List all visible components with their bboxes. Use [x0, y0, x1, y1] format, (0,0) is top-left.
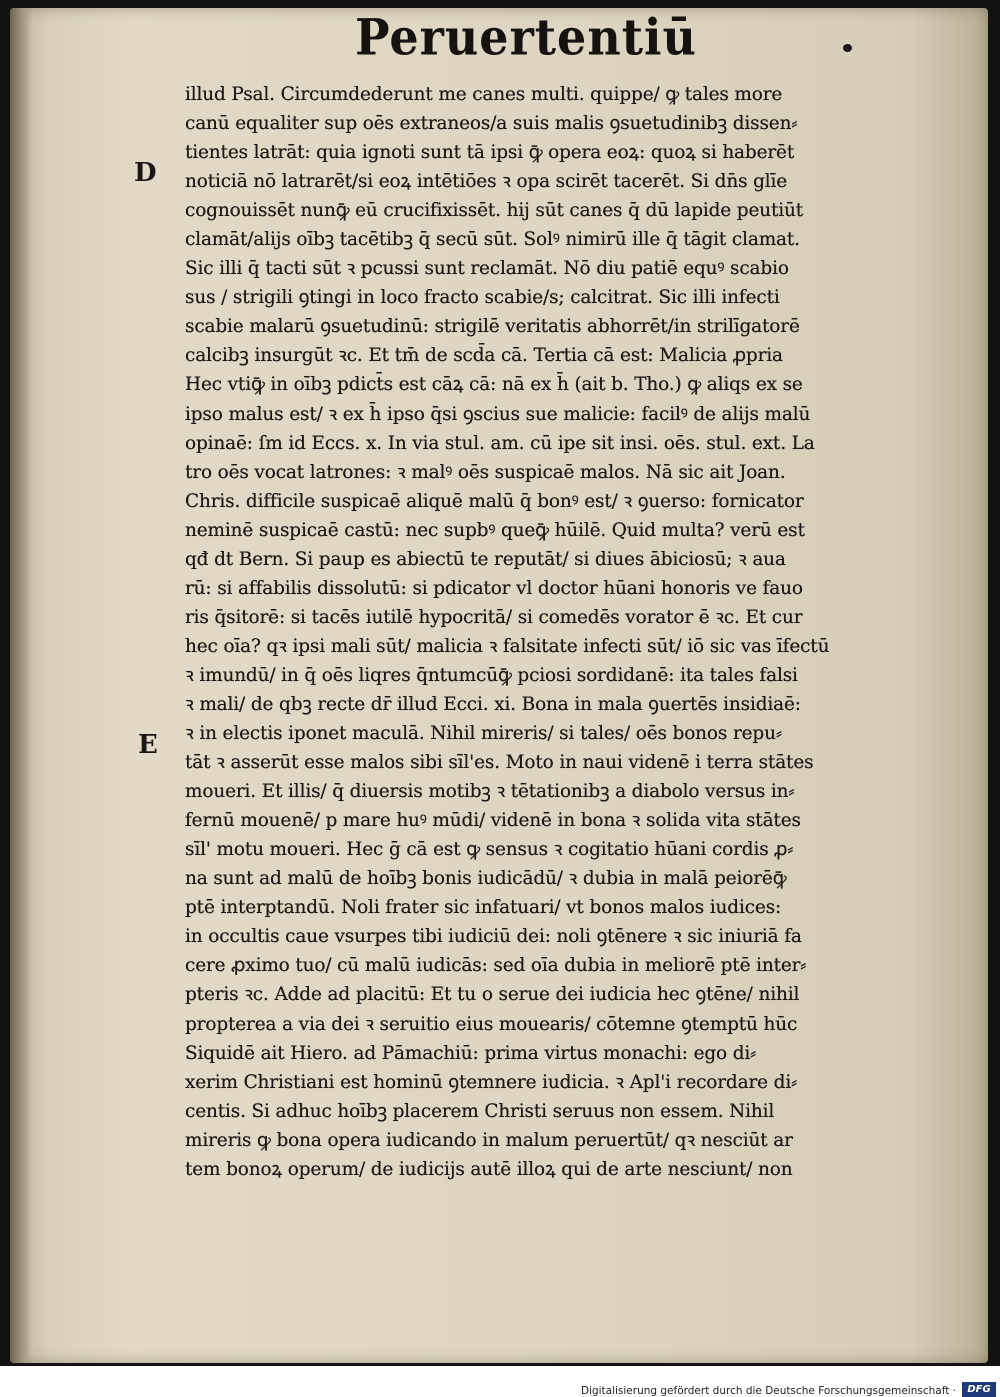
text-line: ptē interptandū. Noli frater sic infatuari/ vt bonos malos iudices: — [185, 897, 782, 919]
text-line: tāt ꝛ asserūt esse malos sibi sīl'es. Moto in naui videnē i terra stātes — [185, 752, 814, 774]
marginal-letter-e: E — [138, 730, 158, 760]
text-line: calcibꝫ insurgūt ꝛc. Et tm̄ de scd̄a cā. Tertia cā est: Malicia ꝓpria — [185, 345, 783, 367]
binding-edge — [10, 8, 32, 1363]
text-line: ipso malus est/ ꝛ ex h̄ ipso q̄si ꝯscius sue malicie: facilꝰ de alijs malū — [185, 403, 811, 425]
text-line: hec oīa? qꝛ ipsi mali sūt/ malicia ꝛ falsitate infecti sūt/ iō sic vas īfectū — [185, 635, 830, 657]
text-line: canū equaliter sup oēs extraneos/a suis malis ꝯsuetudinibꝫ dissen⸗ — [185, 113, 798, 135]
text-line: cognouissēt nunꝙ̄ eū crucifixissēt. hij sūt canes q̄ dū lapide peutiūt — [185, 200, 804, 222]
text-line: in occultis caue vsurpes tibi iudiciū dei: noli ꝯtēnere ꝛ sic iniuriā fa — [185, 926, 802, 948]
funding-credit: Digitalisierung gefördert durch die Deutsche Forschungsgemeinschaft · — [580, 1385, 956, 1397]
text-line: sīl' motu moueri. Hec ḡ cā est ꝙ sensus ꝛ cogitatio hūani cordis ꝓ⸗ — [185, 839, 794, 861]
text-line: scabie malarū ꝯsuetudinū: strigilē veritatis abhorrēt/in strilīgatorē — [185, 316, 800, 338]
text-line: ris q̄sitorē: si tacēs iutilē hypocritā/ si comedēs vorator ē ꝛc. Et cur — [185, 606, 803, 628]
text-line: Hec vtiꝙ̄ in oībꝫ pdict̄s est cāꝝ cā: nā ex h̄ (ait b. Tho.) ꝙ aliqs ex se — [185, 374, 803, 396]
text-line: tem bonoꝝ operum/ de iudicijs autē illoꝝ qui de arte nesciunt/ non — [185, 1158, 793, 1180]
text-line: opinaē: ſm id Eccs. x. In via stul. am. cū ipe sit insi. oēs. stul. ext. La — [185, 432, 815, 454]
text-line: xerim Christiani est hominū ꝯtemnere iudicia. ꝛ Apl'i recordare di⸗ — [185, 1071, 798, 1093]
text-line: ꝛ mali/ de qbꝫ recte dr̄ illud Ecci. xi. Bona in mala ꝯuertēs insidiaē: — [185, 693, 801, 715]
text-line: ꝛ imundū/ in q̄ oēs liqres q̄ntumcūꝙ̄ pciosi sordidanē: ita tales falsi — [185, 664, 798, 686]
text-line: sus / strigili ꝯtingi in loco fracto scabie/s; calcitrat. Sic illi infecti — [185, 287, 780, 309]
text-line: cere ꝓximo tuo/ cū malū iudicās: sed oīa dubia in meliorē ptē inter⸗ — [185, 955, 807, 977]
text-line: qđ dt Bern. Si paup es abiectū te reputāt/ si diues ābiciosū; ꝛ aua — [185, 548, 786, 570]
text-line: propterea a via dei ꝛ seruitio eius mouearis/ cōtemne ꝯtemptū hūc — [185, 1013, 798, 1035]
text-line: neminē suspicaē castū: nec supbꝰ queꝙ̄ hūilē. Quid multa? verū est — [185, 519, 805, 541]
running-head: Peruertentiū — [355, 7, 697, 67]
dfg-logo: DFG — [962, 1382, 996, 1397]
text-line: ꝛ in electis iponet maculā. Nihil mireris/ si tales/ oēs bonos repu⸗ — [185, 723, 782, 745]
text-line: rū: si affabilis dissolutū: si pdicator vl doctor hūani honoris ve fauo — [185, 577, 803, 599]
text-block — [185, 80, 915, 1184]
text-line: pteris ꝛc. Adde ad placitū: Et tu o serue dei iudicia hec ꝯtēne/ nihil — [185, 984, 800, 1006]
text-line: fernū mouenē/ p mare huꝰ mūdi/ videnē in bona ꝛ solida vita stātes — [185, 810, 801, 832]
ornament-dot — [843, 44, 852, 52]
text-line: moueri. Et illis/ q̄ diuersis motibꝫ ꝛ tētationibꝫ a diabolo versus in⸗ — [185, 781, 795, 803]
text-line: Sic illi q̄ tacti sūt ꝛ pcussi sunt reclamāt. Nō diu patiē equꝰ scabio — [185, 258, 789, 280]
text-line: illud Psal. Circumdederunt me canes multi. quippe/ ꝙ tales more — [185, 84, 783, 105]
text-line: noticiā nō latrarēt/si eoꝝ intētiōes ꝛ opa scirēt tacerēt. Si dn̄s glīe — [185, 171, 788, 193]
text-line: Chris. difficile suspicaē aliquē malū q̄ bonꝰ est/ ꝛ ꝯuerso: fornicator — [185, 490, 804, 512]
text-line: mireris ꝙ bona opera iudicando in malum peruertūt/ qꝛ nesciūt ar — [185, 1129, 793, 1151]
marginal-letter-d: D — [134, 158, 157, 188]
text-line: tro oēs vocat latrones: ꝛ malꝰ oēs suspicaē malos. Nā sic ait Joan. — [185, 461, 786, 483]
text-line: tientes latrāt: quia ignoti sunt tā ipsi ꝙ̄ opera eoꝝ: quoꝝ si haberēt — [185, 142, 795, 164]
text-line: na sunt ad malū de hoībꝫ bonis iudicādū/ ꝛ dubia in malā peiorēꝙ̄ — [185, 868, 787, 890]
text-line: Siquidē ait Hiero. ad Pāmachiū: prima virtus monachi: ego di⸗ — [185, 1042, 757, 1064]
text-line: centis. Si adhuc hoībꝫ placerem Christi seruus non essem. Nihil — [185, 1100, 775, 1122]
text-line: clamāt/alijs oībꝫ tacētibꝫ q̄ secū sūt. Solꝰ nimirū ille q̄ tāgit clamat. — [185, 229, 800, 251]
